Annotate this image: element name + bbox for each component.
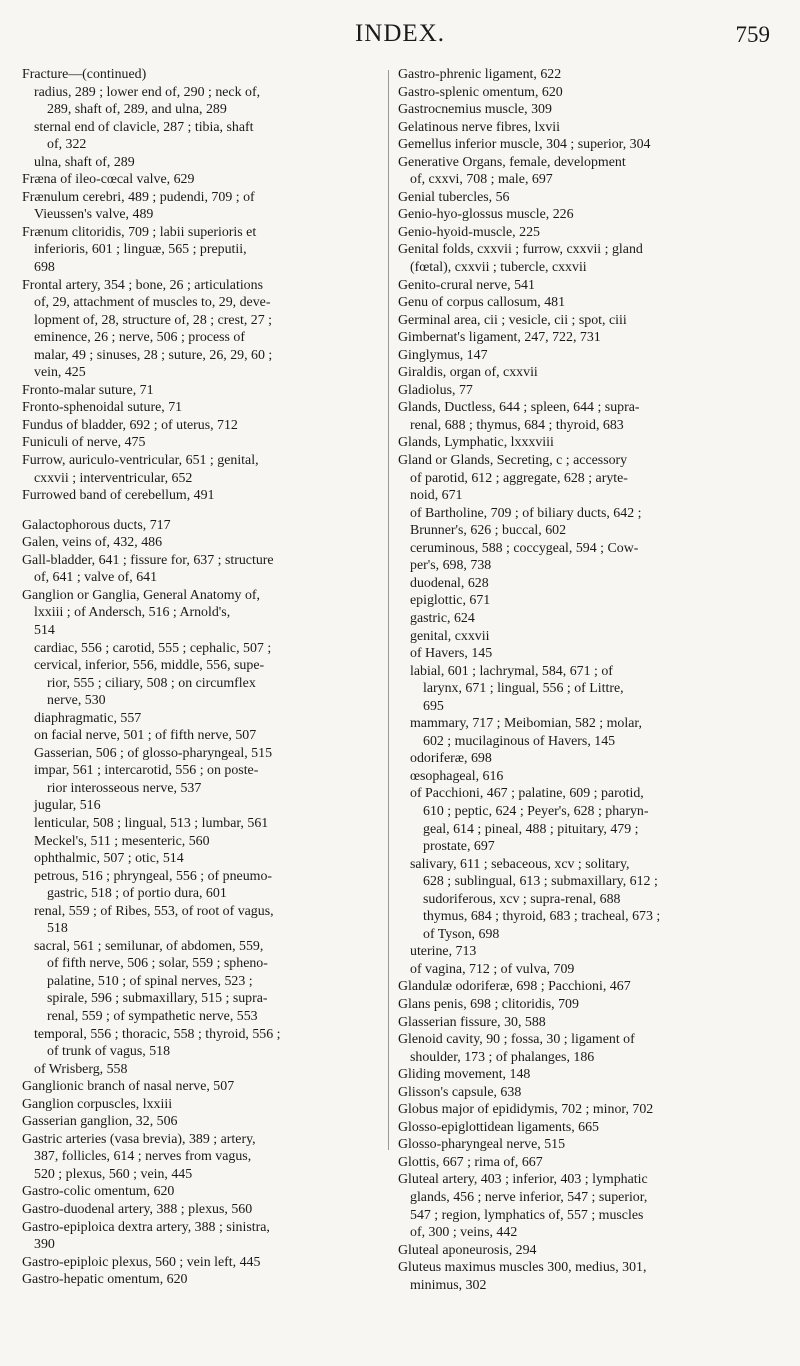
index-subentry: of, cxxvi, 708 ; male, 697 xyxy=(410,172,553,188)
index-subentry: odoriferæ, 698 xyxy=(410,751,492,767)
index-entry: Globus major of epididymis, 702 ; minor, 702 xyxy=(398,1102,654,1118)
index-entry: Glasserian fissure, 30, 588 xyxy=(398,1014,546,1030)
index-subentry: inferioris, 601 ; linguæ, 565 ; preputii, xyxy=(34,242,247,258)
index-subentry: of parotid, 612 ; aggregate, 628 ; aryte- xyxy=(410,470,628,486)
index-subentry: of Tyson, 698 xyxy=(423,926,500,942)
index-subentry: jugular, 516 xyxy=(34,798,101,814)
index-subentry: per's, 698, 738 xyxy=(410,558,492,574)
index-subentry: geal, 614 ; pineal, 488 ; pituitary, 479 ; xyxy=(423,821,639,837)
index-subentry: Vieussen's valve, 489 xyxy=(34,207,154,223)
index-subentry: 514 xyxy=(34,622,55,638)
index-column-left xyxy=(22,66,377,1289)
index-subentry: 518 xyxy=(47,921,68,937)
index-subentry: 289, shaft of, 289, and ulna, 289 xyxy=(47,102,227,118)
index-entry: Gasserian ganglion, 32, 506 xyxy=(22,1114,178,1130)
index-entry: Gladiolus, 77 xyxy=(398,382,473,398)
index-subentry: cervical, inferior, 556, middle, 556, supe- xyxy=(34,658,265,674)
index-subentry: renal, 559 ; of sympathetic nerve, 553 xyxy=(47,1008,258,1024)
page-title: INDEX. xyxy=(354,20,445,47)
index-subentry: of Pacchioni, 467 ; palatine, 609 ; parotid, xyxy=(410,786,644,802)
index-entry: Gluteal aponeurosis, 294 xyxy=(398,1242,537,1258)
index-subentry: gastric, 624 xyxy=(410,610,475,626)
index-entry: Genu of corpus callosum, 481 xyxy=(398,295,566,311)
index-subentry: eminence, 26 ; nerve, 506 ; process of xyxy=(34,330,245,346)
index-subentry: minimus, 302 xyxy=(410,1277,487,1293)
page-header xyxy=(0,0,800,58)
index-entry: Glenoid cavity, 90 ; fossa, 30 ; ligament of xyxy=(398,1032,635,1048)
index-entry: Glands, Lymphatic, lxxxviii xyxy=(398,435,554,451)
index-entry: Ganglionic branch of nasal nerve, 507 xyxy=(22,1079,235,1095)
index-entry: Giraldis, organ of, cxxvii xyxy=(398,365,538,381)
index-subentry: of Havers, 145 xyxy=(410,646,493,662)
column-divider xyxy=(388,70,389,1150)
index-subentry: ulna, shaft of, 289 xyxy=(34,154,135,170)
index-entry: Furrowed band of cerebellum, 491 xyxy=(22,488,215,504)
index-entry: Gastro-phrenic ligament, 622 xyxy=(398,67,562,82)
index-subentry: Meckel's, 511 ; mesenteric, 560 xyxy=(34,833,210,849)
index-entry: Gluteus maximus muscles 300, medius, 301, xyxy=(398,1260,647,1276)
index-entry: Galactophorous ducts, 717 xyxy=(22,517,171,533)
index-subentry: 610 ; peptic, 624 ; Peyer's, 628 ; pharyn- xyxy=(423,803,649,819)
index-subentry: spirale, 596 ; submaxillary, 515 ; supra- xyxy=(47,991,268,1007)
index-subentry: radius, 289 ; lower end of, 290 ; neck of, xyxy=(34,84,261,100)
index-subentry: renal, 559 ; of Ribes, 553, of root of vagus, xyxy=(34,903,274,919)
index-subentry: ceruminous, 588 ; coccygeal, 594 ; Cow- xyxy=(410,540,639,556)
index-subentry: lopment of, 28, structure of, 28 ; crest, 27 ; xyxy=(34,312,273,328)
index-subentry: of, 300 ; veins, 442 xyxy=(410,1225,518,1241)
index-subentry: genital, cxxvii xyxy=(410,628,490,644)
index-subentry: 387, follicles, 614 ; nerves from vagus, xyxy=(34,1149,252,1165)
index-subentry: of Wrisberg, 558 xyxy=(34,1061,128,1077)
index-entry: Fronto-sphenoidal suture, 71 xyxy=(22,400,183,416)
index-entry: Fronto-malar suture, 71 xyxy=(22,382,154,398)
index-entry: Funiculi of nerve, 475 xyxy=(22,435,146,451)
index-entry: Gastro-splenic omentum, 620 xyxy=(398,84,563,100)
index-subentry: 695 xyxy=(423,698,444,714)
page-number: 759 xyxy=(735,22,770,47)
index-entry: Genital folds, cxxvii ; furrow, cxxvii ; gland xyxy=(398,242,643,258)
index-subentry: gastric, 518 ; of portio dura, 601 xyxy=(47,886,227,902)
index-subentry: uterine, 713 xyxy=(410,944,477,960)
index-entry: Glandulæ odoriferæ, 698 ; Pacchioni, 467 xyxy=(398,979,631,995)
index-subentry: 547 ; region, lymphatics of, 557 ; muscles xyxy=(410,1207,644,1223)
index-subentry: mammary, 717 ; Meibomian, 582 ; molar, xyxy=(410,716,642,732)
index-subentry: of Bartholine, 709 ; of biliary ducts, 642 ; xyxy=(410,505,642,521)
index-subentry: vein, 425 xyxy=(34,365,86,381)
index-entry: Gastro-colic omentum, 620 xyxy=(22,1184,175,1200)
index-subentry: 520 ; plexus, 560 ; vein, 445 xyxy=(34,1166,193,1182)
index-entry: Fracture—(continued) xyxy=(22,67,147,82)
index-subentry: rior interosseous nerve, 537 xyxy=(47,780,202,796)
index-entry: Genio-hyo-glossus muscle, 226 xyxy=(398,207,574,223)
index-entry: Gliding movement, 148 xyxy=(398,1067,531,1083)
index-subentry: sudoriferous, xcv ; supra-renal, 688 xyxy=(423,891,621,907)
index-entry: Gastro-hepatic omentum, 620 xyxy=(22,1272,188,1288)
index-entry: Ganglion or Ganglia, General Anatomy of, xyxy=(22,587,261,603)
index-subentry: palatine, 510 ; of spinal nerves, 523 ; xyxy=(47,973,253,989)
index-subentry: larynx, 671 ; lingual, 556 ; of Littre, xyxy=(423,681,624,697)
index-subentry: renal, 688 ; thymus, 684 ; thyroid, 683 xyxy=(410,417,624,433)
index-subentry: epiglottic, 671 xyxy=(410,593,491,609)
index-entry: Gluteal artery, 403 ; inferior, 403 ; lymphatic xyxy=(398,1172,648,1188)
index-entry: Gall-bladder, 641 ; fissure for, 637 ; structure xyxy=(22,552,274,568)
index-subentry: sacral, 561 ; semilunar, of abdomen, 559, xyxy=(34,938,264,954)
index-entry: Genial tubercles, 56 xyxy=(398,189,510,205)
index-subentry: of, 29, attachment of muscles to, 29, deve- xyxy=(34,295,271,311)
index-subentry: noid, 671 xyxy=(410,488,463,504)
index-subentry: shoulder, 173 ; of phalanges, 186 xyxy=(410,1049,595,1065)
index-entry: Genio-hyoid-muscle, 225 xyxy=(398,224,540,240)
index-subentry: ophthalmic, 507 ; otic, 514 xyxy=(34,851,184,867)
index-entry: Glisson's capsule, 638 xyxy=(398,1084,522,1100)
index-subentry: of vagina, 712 ; of vulva, 709 xyxy=(410,961,575,977)
index-entry: Glosso-pharyngeal nerve, 515 xyxy=(398,1137,566,1153)
index-subentry: lenticular, 508 ; lingual, 513 ; lumbar, 561 xyxy=(34,815,269,831)
index-subentry: of trunk of vagus, 518 xyxy=(47,1044,171,1060)
index-entry: Generative Organs, female, development xyxy=(398,154,626,170)
index-subentry: lxxiii ; of Andersch, 516 ; Arnold's, xyxy=(34,605,231,621)
index-entry: Genito-crural nerve, 541 xyxy=(398,277,535,293)
index-subentry: prostate, 697 xyxy=(423,839,495,855)
index-subentry: 628 ; sublingual, 613 ; submaxillary, 612 ; xyxy=(423,874,658,890)
index-entry: Fræna of ileo-cœcal valve, 629 xyxy=(22,172,195,188)
index-subentry: thymus, 684 ; thyroid, 683 ; tracheal, 673 ; xyxy=(423,909,661,925)
index-subentry: on facial nerve, 501 ; of fifth nerve, 507 xyxy=(34,728,257,744)
index-subentry: cxxvii ; interventricular, 652 xyxy=(34,470,193,486)
index-subentry: salivary, 611 ; sebaceous, xcv ; solitary, xyxy=(410,856,630,872)
index-subentry: malar, 49 ; sinuses, 28 ; suture, 26, 29, 60 ; xyxy=(34,347,273,363)
index-entry: Fundus of bladder, 692 ; of uterus, 712 xyxy=(22,417,238,433)
index-entry: Glottis, 667 ; rima of, 667 xyxy=(398,1154,543,1170)
index-entry: Glands, Ductless, 644 ; spleen, 644 ; supra- xyxy=(398,400,640,416)
index-entry: Frontal artery, 354 ; bone, 26 ; articulations xyxy=(22,277,263,293)
index-subentry: sternal end of clavicle, 287 ; tibia, shaft xyxy=(34,119,254,135)
index-subentry: 390 xyxy=(34,1237,55,1253)
index-subentry: diaphragmatic, 557 xyxy=(34,710,142,726)
index-entry: Germinal area, cii ; vesicle, cii ; spot, ciii xyxy=(398,312,627,328)
index-subentry: of fifth nerve, 506 ; solar, 559 ; spheno- xyxy=(47,956,268,972)
index-entry: Gland or Glands, Secreting, c ; accessory xyxy=(398,453,628,469)
index-entry: Gemellus inferior muscle, 304 ; superior, 304 xyxy=(398,137,651,153)
index-subentry: Brunner's, 626 ; buccal, 602 xyxy=(410,523,567,539)
index-subentry: œsophageal, 616 xyxy=(410,768,504,784)
index-entry: Gastro-duodenal artery, 388 ; plexus, 560 xyxy=(22,1202,253,1217)
index-entry: Galen, veins of, 432, 486 xyxy=(22,535,163,551)
index-entry: Ginglymus, 147 xyxy=(398,347,488,363)
index-subentry: impar, 561 ; intercarotid, 556 ; on poste- xyxy=(34,763,259,779)
index-subentry: temporal, 556 ; thoracic, 558 ; thyroid, 556 ; xyxy=(34,1026,281,1042)
index-column-right xyxy=(398,66,784,1294)
index-entry: Frænulum cerebri, 489 ; pudendi, 709 ; of xyxy=(22,189,255,205)
index-entry: Frænum clitoridis, 709 ; labii superioris et xyxy=(22,224,257,240)
index-subentry: 602 ; mucilaginous of Havers, 145 xyxy=(423,733,616,749)
index-entry: Gimbernat's ligament, 247, 722, 731 xyxy=(398,330,601,346)
index-entry: Furrow, auriculo-ventricular, 651 ; genital, xyxy=(22,453,259,469)
index-entry: Gastro-epiploica dextra artery, 388 ; sinistra, xyxy=(22,1219,270,1235)
index-entry: Gastro-epiploic plexus, 560 ; vein left, 445 xyxy=(22,1254,261,1270)
index-entry: Gelatinous nerve fibres, lxvii xyxy=(398,119,561,135)
index-entry: Gastric arteries (vasa brevia), 389 ; artery, xyxy=(22,1131,256,1147)
index-entry: Gastrocnemius muscle, 309 xyxy=(398,102,552,118)
section-gap xyxy=(22,505,377,517)
index-subentry: cardiac, 556 ; carotid, 555 ; cephalic, 507 ; xyxy=(34,640,272,656)
index-subentry: Gasserian, 506 ; of glosso-pharyngeal, 515 xyxy=(34,745,273,761)
index-subentry: glands, 456 ; nerve inferior, 547 ; superior, xyxy=(410,1190,648,1205)
index-entry: Glans penis, 698 ; clitoridis, 709 xyxy=(398,996,579,1012)
index-subentry: nerve, 530 xyxy=(47,693,106,709)
index-entry: Glosso-epiglottidean ligaments, 665 xyxy=(398,1119,600,1135)
index-subentry: petrous, 516 ; phryngeal, 556 ; of pneumo- xyxy=(34,868,273,884)
index-subentry: of, 641 ; valve of, 641 xyxy=(34,570,158,586)
index-subentry: labial, 601 ; lachrymal, 584, 671 ; of xyxy=(410,663,613,679)
index-subentry: rior, 555 ; ciliary, 508 ; on circumflex xyxy=(47,675,256,691)
index-subentry: 698 xyxy=(34,260,55,276)
index-subentry: (fœtal), cxxvii ; tubercle, cxxvii xyxy=(410,260,587,276)
index-subentry: of, 322 xyxy=(47,137,87,153)
index-subentry: duodenal, 628 xyxy=(410,575,489,591)
index-entry: Ganglion corpuscles, lxxiii xyxy=(22,1096,173,1112)
